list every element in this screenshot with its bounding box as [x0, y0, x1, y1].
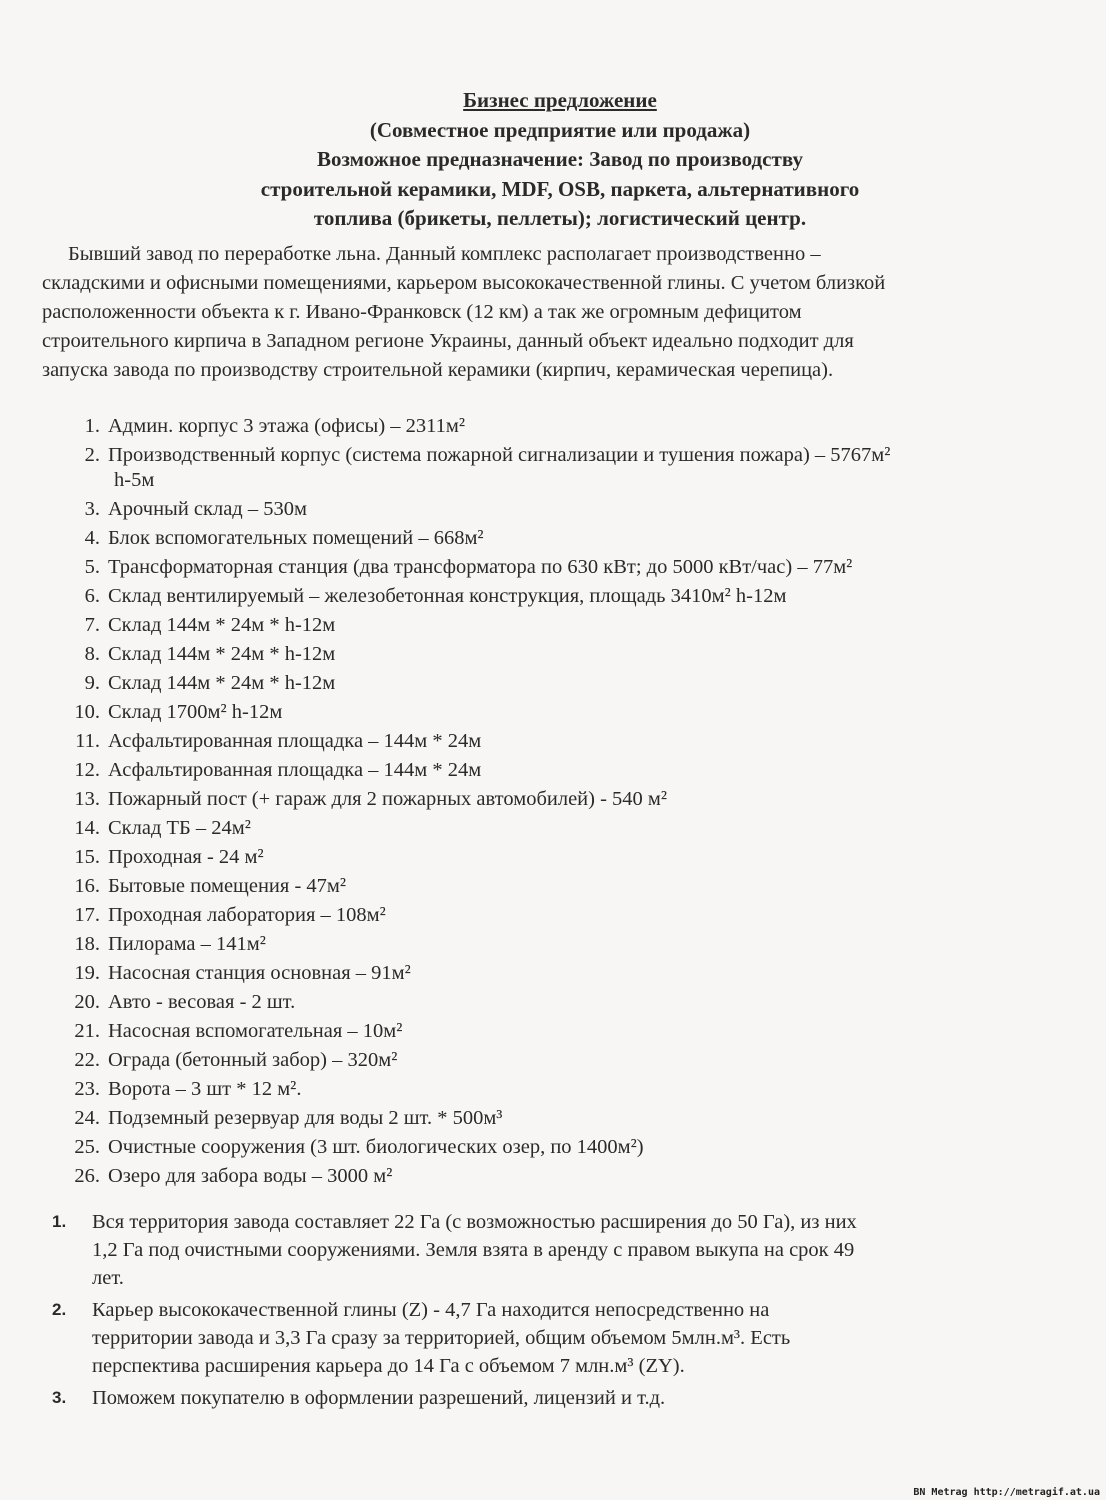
list-item-text: Проходная - 24 м² [108, 846, 264, 868]
list-item [62, 412, 1072, 441]
intro-line: Бывший завод по переработке льна. Данный комплекс располагает производственно – [68, 243, 821, 265]
list-item-text: Админ. корпус 3 этажа (офисы) – 2311м² [108, 415, 466, 437]
list-item-number: 11. [75, 730, 100, 752]
list-item-text: Склад 1700м² h-12м [108, 701, 283, 723]
list-item-text: Арочный склад – 530м [108, 498, 307, 520]
list-item-text: Проходная лаборатория – 108м² [108, 904, 386, 926]
list-item-number: 19. [74, 962, 100, 984]
list-item [62, 1046, 1072, 1075]
list-item-number: 10. [74, 701, 100, 723]
list-item-text: Склад ТБ – 24м² [108, 817, 251, 839]
list-item [62, 553, 1072, 582]
list-item-number: 3. [84, 498, 100, 520]
list-item [62, 930, 1072, 959]
list-item-text: Насосная вспомогательная – 10м² [108, 1020, 403, 1042]
list-item [62, 524, 1072, 553]
list-item [62, 901, 1072, 930]
list-item-number: 18. [74, 933, 100, 955]
list-item-text: Трансформаторная станция (два трансформатора по 630 кВт; до 5000 кВт/час) – 77м² [108, 556, 853, 578]
summary-item-body [92, 1296, 1052, 1380]
list-item [62, 756, 1072, 785]
list-item-text: Склад 144м * 24м * h-12м [108, 672, 336, 694]
watermark: BN Metrag http://metragif.at.ua [913, 1487, 1100, 1498]
list-item-number: 8. [84, 643, 100, 665]
list-item-number: 24. [74, 1107, 100, 1129]
list-item-text: Производственный корпус (система пожарной сигнализации и тушения пожара) – 5767м² [108, 444, 891, 466]
intro-paragraph [42, 240, 1072, 385]
intro-line: складскими и офисными помещениями, карьером высококачественной глины. С учетом близкой [42, 272, 886, 294]
list-item-number: 21. [74, 1020, 100, 1042]
summary-line: перспектива расширения карьера до 14 Га с объемом 7 млн.м³ (ZY). [92, 1355, 685, 1377]
list-item-continuation: h-5м [114, 469, 155, 491]
list-item-text: Бытовые помещения - 47м² [108, 875, 347, 897]
list-item-number: 12. [74, 759, 100, 781]
summary-line: 1,2 Га под очистными сооружениями. Земля взята в аренду с правом выкупа на срок 49 [92, 1239, 855, 1261]
summary-item-number: 3. [52, 1388, 67, 1407]
summary-item [52, 1296, 1052, 1380]
list-item-number: 23. [74, 1078, 100, 1100]
list-item [62, 1104, 1072, 1133]
list-item-number: 20. [74, 991, 100, 1013]
list-item [62, 988, 1072, 1017]
list-item [62, 1017, 1072, 1046]
list-item [62, 611, 1072, 640]
list-item-text: Очистные сооружения (3 шт. биологических озер, по 1400м²) [108, 1136, 644, 1158]
summary-item-number: 2. [52, 1300, 67, 1319]
summary-item-body [92, 1384, 1052, 1412]
document-header [150, 86, 970, 234]
intro-line: строительного кирпича в Западном регионе Украины, данный объект идеально подходит для [42, 330, 854, 352]
list-item-text: Подземный резервуар для воды 2 шт. * 500м³ [108, 1107, 503, 1129]
list-item [62, 1133, 1072, 1162]
summary-item-body [92, 1208, 1052, 1292]
list-item-number: 14. [74, 817, 100, 839]
list-item-number: 5. [84, 556, 100, 578]
document-title: Бизнес предложение [463, 88, 657, 112]
list-item [62, 441, 1072, 470]
summary-line: лет. [92, 1267, 124, 1289]
list-item [62, 727, 1072, 756]
list-item-number: 2. [84, 444, 100, 466]
header-line: Возможное предназначение: Завод по производству [317, 147, 803, 171]
summary-item [52, 1208, 1052, 1292]
list-item [62, 843, 1072, 872]
list-item [62, 959, 1072, 988]
list-item-number: 26. [74, 1165, 100, 1187]
list-item [62, 872, 1072, 901]
summary-list [52, 1208, 1052, 1416]
header-line: строительной керамики, MDF, OSB, паркета, альтернативного [260, 176, 860, 201]
list-item-text: Склад вентилируемый – железобетонная конструкция, площадь 3410м² h-12м [108, 585, 787, 607]
list-item [62, 1075, 1072, 1104]
list-item-text: Склад 144м * 24м * h-12м [108, 643, 336, 665]
list-item-number: 25. [74, 1136, 100, 1158]
list-item-number: 6. [84, 585, 100, 607]
list-item-number: 17. [74, 904, 100, 926]
intro-line: расположенности объекта к г. Ивано-Франковск (12 км) а так же огромным дефицитом [42, 301, 802, 323]
list-item-text: Асфальтированная площадка – 144м * 24м [108, 730, 482, 752]
list-item [62, 814, 1072, 843]
list-item-text: Насосная станция основная – 91м² [108, 962, 411, 984]
header-line: (Совместное предприятие или продажа) [369, 117, 751, 142]
intro-line: запуска завода по производству строительной керамики (кирпич, керамическая черепица). [42, 359, 834, 381]
list-item-number: 4. [84, 527, 100, 549]
list-item-text: Ворота – 3 шт * 12 м². [108, 1078, 302, 1100]
list-item-text: Озеро для забора воды – 3000 м² [108, 1165, 393, 1187]
list-item [62, 669, 1072, 698]
summary-item-number: 1. [52, 1212, 67, 1231]
facility-list [62, 412, 1072, 1191]
list-item [62, 1162, 1072, 1191]
list-item-text: Авто - весовая - 2 шт. [108, 991, 296, 1013]
summary-line: Карьер высококачественной глины (Z) - 4,7 Га находится непосредственно на [92, 1299, 770, 1321]
list-item-number: 1. [84, 415, 100, 437]
list-item-number: 7. [84, 614, 100, 636]
summary-line: Вся территория завода составляет 22 Га (с возможностью расширения до 50 Га), из них [92, 1211, 857, 1233]
summary-line: Поможем покупателю в оформлении разрешений, лицензий и т.д. [92, 1387, 666, 1409]
list-item [62, 785, 1072, 814]
list-item-number: 22. [74, 1049, 100, 1071]
list-item-text: Пилорама – 141м² [108, 933, 266, 955]
summary-line: территории завода и 3,3 Га сразу за территорией, общим объемом 5млн.м³. Есть [92, 1327, 791, 1349]
list-item [62, 698, 1072, 727]
list-item-number: 16. [74, 875, 100, 897]
list-item-number: 15. [74, 846, 100, 868]
summary-item [52, 1384, 1052, 1412]
list-item [62, 582, 1072, 611]
list-item-text: Блок вспомогательных помещений – 668м² [108, 527, 484, 549]
list-item-text: Склад 144м * 24м * h-12м [108, 614, 336, 636]
list-item-text: Ограда (бетонный забор) – 320м² [108, 1049, 398, 1071]
list-item [62, 495, 1072, 524]
list-item-text: Пожарный пост (+ гараж для 2 пожарных автомобилей) - 540 м² [108, 788, 668, 810]
list-item-number: 9. [84, 672, 100, 694]
list-item-number: 13. [74, 788, 100, 810]
header-line: топлива (брикеты, пеллеты); логистический центр. [313, 206, 807, 230]
list-item-text: Асфальтированная площадка – 144м * 24м [108, 759, 482, 781]
list-item [62, 640, 1072, 669]
